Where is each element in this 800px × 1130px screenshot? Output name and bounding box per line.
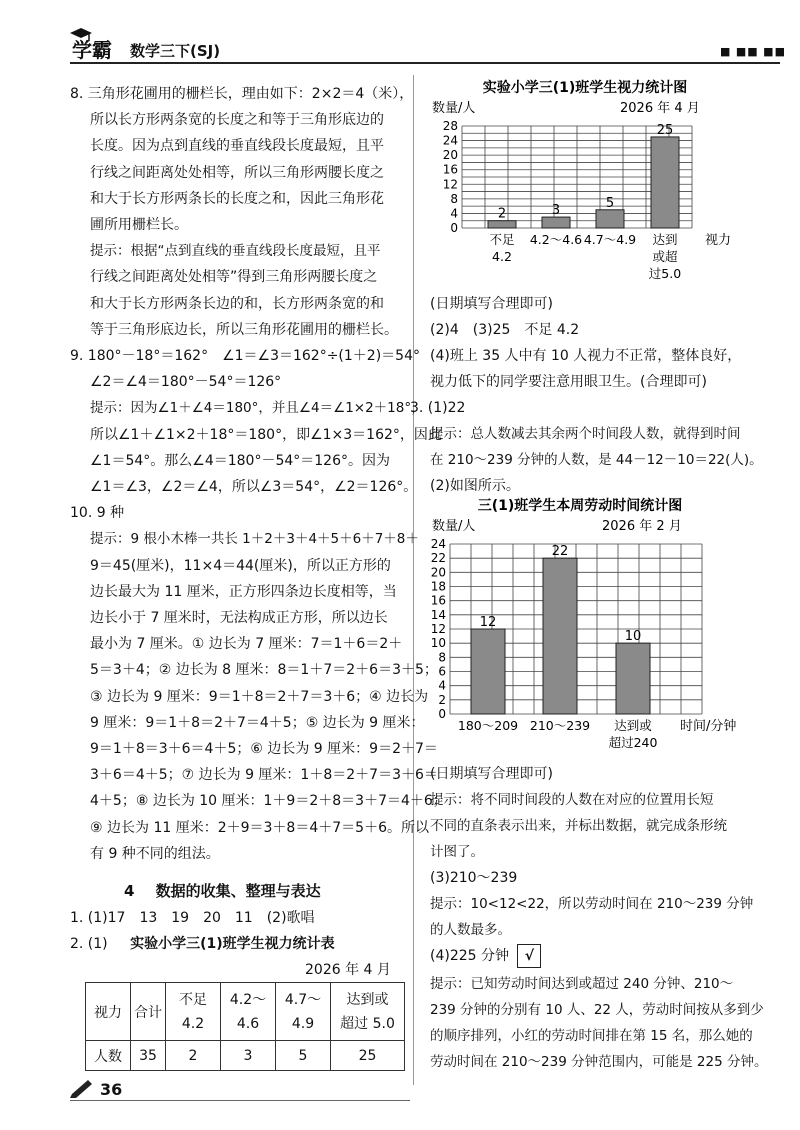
header-cell: 视力	[86, 983, 131, 1041]
y-tick-label: 2	[438, 692, 446, 707]
y-tick-label: 8	[450, 191, 458, 206]
check-box: √	[517, 944, 541, 968]
table-date: 2026 年 4 月	[305, 962, 391, 978]
y-tick-label: 16	[442, 162, 458, 177]
bar	[543, 558, 577, 714]
text-line: 和大于长方形两条长的长度之和，因此三角形花	[90, 190, 384, 207]
q1-answer: 1. (1)17 13 19 20 11 (2)歌唱	[70, 910, 315, 926]
text-line: 和大于长方形两条长边的和，长方形两条宽的和	[90, 295, 384, 312]
text-line: 有 9 种不同的组法。	[90, 845, 220, 862]
hint-line: 提示：10<12<22，所以劳动时间在 210～239 分钟	[430, 896, 754, 912]
brand-logo: 学霸	[72, 38, 112, 62]
text-line: 等于三角形底边长，所以三角形花圃用的栅栏长。	[90, 321, 398, 338]
pencil-icon	[70, 1078, 96, 1098]
footer-divider	[70, 1100, 410, 1101]
subject-title: 数学三下(SJ)	[130, 42, 221, 60]
text-line: 9 厘米：9＝1＋8＝2＋7＝4＋5；⑤ 边长为 9 厘米：	[90, 714, 425, 731]
data-label: 10	[624, 629, 642, 645]
header-marks: ■ ■■ ■■	[720, 45, 786, 58]
hint-line: 计图了。	[430, 844, 484, 860]
y-tick-label: 16	[430, 593, 446, 608]
text-line: 提示：根据“点到直线的垂直线段长度最短，且平	[90, 243, 381, 260]
text-line: ∠1＝54°。那么∠4＝180°－54°＝126°。因为	[90, 452, 390, 469]
date-note-1: (日期填写合理即可)	[430, 296, 553, 312]
x-tick-label: 4.2～4.6	[529, 232, 583, 247]
hint-line: 不同的直条表示出来，并标出数据，就完成条形统	[430, 818, 727, 834]
answer-2-3: (2)4 (3)25 不足 4.2	[430, 322, 580, 338]
x-tick-label: 4.7～4.9	[583, 232, 637, 247]
table-cell: 5	[276, 1041, 331, 1071]
page-number: 36	[100, 1080, 123, 1099]
section-number: 4	[124, 882, 135, 900]
text-line: 10. 9 种	[70, 505, 125, 522]
chart-date: 2026 年 2 月	[602, 519, 682, 534]
bar	[488, 221, 516, 228]
chart-title: 实验小学三(1)班学生视力统计图	[482, 80, 688, 96]
hint-line	[430, 422, 741, 446]
y-axis-label: 数量/人	[432, 519, 476, 534]
table-cell: 25	[331, 1041, 405, 1071]
text-line: 长度。因为点到直线的垂直线段长度最短，且平	[90, 138, 384, 155]
labor-time-bar-chart	[420, 496, 780, 756]
y-tick-label: 28	[442, 119, 458, 133]
chart-date: 2026 年 4 月	[620, 101, 700, 116]
y-tick-label: 24	[442, 133, 458, 148]
bar	[471, 629, 505, 714]
header-cell: 4.2～ 4.6	[221, 983, 276, 1041]
q2-label	[70, 932, 335, 956]
table-title: 实验小学三(1)班学生视力统计表	[130, 936, 335, 952]
header-cell: 达到或 超过 5.0	[331, 983, 405, 1041]
y-tick-label: 24	[430, 537, 446, 551]
hint-line: 的顺序排列，小红的劳动时间排在第 15 名，那么她的	[430, 1028, 753, 1044]
y-tick-label: 6	[438, 664, 446, 679]
text-line: 提示：9 根小木棒一共长 1＋2＋3＋4＋5＋6＋7＋8＋	[90, 531, 419, 548]
y-tick-label: 12	[430, 622, 446, 636]
answer-4-line2: 视力低下的同学要注意用眼卫生。(合理即可)	[430, 374, 707, 390]
text-line: 圃所用栅栏长。	[90, 217, 188, 233]
x-tick-label: 过5.0	[648, 266, 682, 281]
text-line: ⑨ 边长为 11 厘米：2＋9＝3＋8＝4＋7＝5＋6。所以	[90, 819, 429, 836]
table-cell: 人数	[86, 1041, 131, 1071]
text-line: 9＝45(厘米)，11×4＝44(厘米)，所以正方形的	[90, 557, 391, 574]
hint-line: 的人数最多。	[430, 922, 511, 938]
text-line: 提示：因为∠1＋∠4＝180°，并且∠4＝∠1×2＋18°，	[90, 400, 425, 417]
text-line: 8. 三角形花圃用的栅栏长，理由如下：2×2＝4（米），	[70, 86, 414, 102]
q2-number: 2. (1)	[70, 936, 108, 952]
hint-text: 提示：总人数减去其余两个时间段人数，就得到时间	[430, 426, 741, 442]
y-tick-label: 22	[430, 551, 446, 566]
hint-line: 239 分钟的分别有 10 人、22 人，劳动时间按从多到少	[430, 1002, 764, 1018]
text-line: 所以∠1＋∠1×2＋18°＝180°，即∠1×3＝162°，因此	[90, 426, 442, 443]
text-line: 所以长方形两条宽的长度之和等于三角形底边的	[90, 112, 384, 129]
x-tick-label: 210～239	[529, 718, 591, 733]
answer-3: (3)210～239	[430, 870, 518, 886]
hint-line: 在 210～239 分钟的人数，是 44－12－10＝22(人)。	[430, 452, 763, 468]
answer-2: (2)如图所示。	[430, 478, 520, 494]
answer-4-text: (4)225 分钟	[430, 948, 510, 964]
y-tick-label: 14	[430, 607, 446, 622]
table-row	[86, 1041, 405, 1071]
x-axis-label: 时间/分钟	[680, 719, 737, 734]
vision-table	[85, 982, 405, 1071]
bar	[616, 643, 650, 714]
y-tick-label: 0	[438, 707, 446, 721]
y-axis-label: 数量/人	[432, 101, 476, 116]
x-tick-label: 达到	[652, 232, 678, 247]
y-tick-label: 20	[430, 565, 446, 580]
x-tick-label: 不足	[489, 232, 515, 247]
section-title: 数据的收集、整理与表达	[155, 882, 321, 900]
text-line: ∠1＝∠3，∠2＝∠4，所以∠3＝54°，∠2＝126°。	[90, 479, 418, 495]
text-line: 最小为 7 厘米。① 边长为 7 厘米：7＝1＋6＝2＋	[90, 636, 403, 653]
hint-line: 提示：将不同时间段的人数在对应的位置用长短	[430, 792, 714, 808]
data-label: 2	[497, 206, 507, 222]
table-header-row	[86, 983, 405, 1041]
text-line: 边长最大为 11 厘米，正方形四条边长度相等，当	[90, 583, 397, 600]
header-divider	[70, 62, 780, 64]
text-line: 9＝1＋8＝3＋6＝4＋5；⑥ 边长为 9 厘米：9＝2＋7＝	[90, 741, 438, 757]
answer-4	[430, 944, 541, 968]
y-tick-label: 10	[430, 636, 446, 651]
text-line: 3＋6＝4＋5；⑦ 边长为 9 厘米：1＋8＝2＋7＝3＋6＝	[90, 767, 438, 784]
hint-line: 提示：已知劳动时间达到或超过 240 分钟、210～	[430, 976, 734, 992]
table-cell: 3	[221, 1041, 276, 1071]
date-note-2: (日期填写合理即可)	[430, 766, 553, 782]
x-tick-label: 超过240	[608, 735, 658, 750]
y-tick-label: 18	[430, 579, 446, 594]
data-label: 25	[656, 122, 674, 138]
text-line: 行线之间距离处处相等，所以三角形两腰长度之	[90, 164, 384, 181]
page-header	[0, 0, 800, 70]
x-axis-label: 视力	[705, 233, 732, 248]
table-cell: 35	[131, 1041, 166, 1071]
bar	[542, 217, 570, 228]
text-line: ③ 边长为 9 厘米：9＝1＋8＝2＋7＝3＋6；④ 边长为	[90, 688, 429, 705]
table-cell: 2	[166, 1041, 221, 1071]
header-cell: 不足 4.2	[166, 983, 221, 1041]
x-tick-label: 或超	[652, 249, 678, 264]
answer-4-line1: (4)班上 35 人中有 10 人视力不正常，整体良好，	[430, 348, 742, 364]
vision-bar-chart	[420, 78, 780, 300]
y-tick-label: 0	[450, 221, 458, 235]
y-tick-label: 12	[442, 177, 458, 192]
data-label: 5	[605, 195, 615, 211]
x-tick-label: 180～209	[457, 718, 519, 733]
y-tick-label: 4	[438, 678, 446, 693]
data-label: 12	[479, 615, 497, 630]
section-heading	[124, 880, 321, 901]
text-line: ∠2＝∠4＝180°－54°＝126°	[90, 374, 282, 391]
header-cell: 4.7～ 4.9	[276, 983, 331, 1041]
x-tick-label: 4.2	[492, 249, 512, 264]
bar	[596, 210, 624, 228]
q3-answer: 3. (1)22	[410, 400, 466, 416]
hint-line: 劳动时间在 210～239 分钟范围内，可能是 225 分钟。	[430, 1054, 768, 1070]
header-cell: 合计	[131, 983, 166, 1041]
text-line: 行线之间距离处处相等”得到三角形两腰长度之	[90, 269, 378, 286]
text-line: 4＋5；⑧ 边长为 10 厘米：1＋9＝2＋8＝3＋7＝4＋6；	[90, 793, 447, 810]
bar	[651, 137, 679, 228]
data-label: 3	[551, 203, 561, 219]
data-label: 22	[551, 544, 569, 560]
text-line: 5＝3＋4；② 边长为 8 厘米：8＝1＋7＝2＋6＝3＋5；	[90, 662, 438, 679]
y-tick-label: 20	[442, 148, 458, 163]
column-divider	[413, 75, 414, 1085]
chart-title: 三(1)班学生本周劳动时间统计图	[477, 498, 683, 514]
text-line: 9. 180°－18°＝162° ∠1＝∠3＝162°÷(1＋2)＝54°	[70, 348, 420, 364]
text-line: 边长小于 7 厘米时，无法构成正方形，所以边长	[90, 610, 388, 626]
y-tick-label: 8	[438, 650, 446, 665]
y-tick-label: 4	[450, 206, 458, 221]
x-tick-label: 达到或	[614, 718, 652, 733]
